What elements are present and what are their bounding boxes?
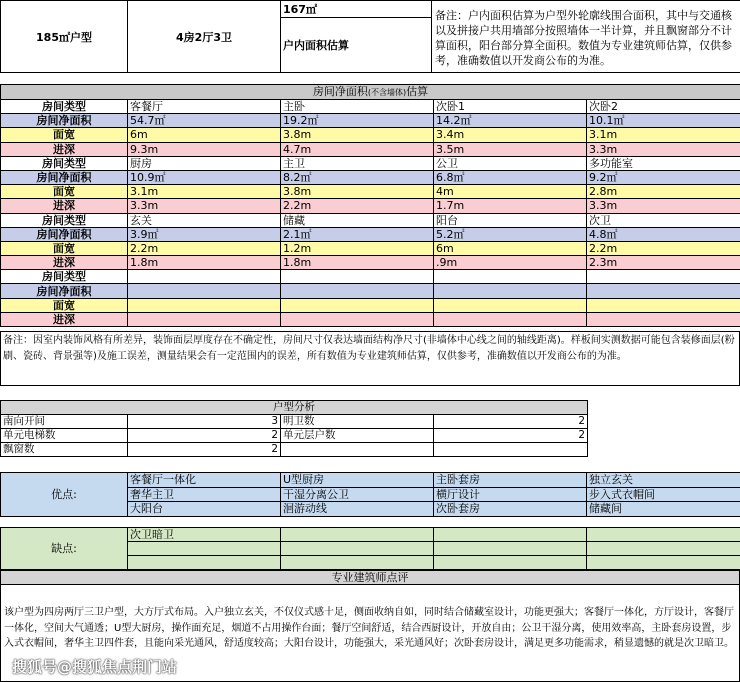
room-row [1, 213, 740, 227]
room-cell: 10.9㎡ [128, 170, 281, 184]
room-row [1, 142, 740, 156]
analysis-label: 飘窗数 [1, 443, 128, 457]
room-cell [434, 298, 587, 312]
room-cell: 3.3m [128, 199, 281, 213]
review-title: 专业建筑师点评 [0, 570, 740, 585]
room-cell: 玄关 [128, 213, 281, 227]
room-cell: 3.8m [281, 128, 434, 142]
room-cell: 6m [128, 128, 281, 142]
analysis-value [434, 443, 588, 457]
pros-item: 横厅设计 [434, 487, 587, 502]
cons-item [281, 556, 434, 570]
analysis-label: 单元电梯数 [1, 429, 128, 443]
room-row [1, 114, 740, 128]
room-cell: 4.7m [281, 142, 434, 156]
room-row [1, 170, 740, 184]
cons-item [434, 556, 587, 570]
room-row-label: 面宽 [1, 241, 128, 255]
pros-item: 奢华主卫 [128, 487, 281, 502]
room-cell [587, 284, 740, 298]
room-row [1, 199, 740, 213]
room-cell: 4.8㎡ [587, 227, 740, 241]
room-cell: 次卧1 [434, 100, 587, 114]
analysis-value: 2 [434, 415, 588, 429]
room-cell: 2.2m [128, 241, 281, 255]
area-label: 户内面积估算 [281, 18, 432, 73]
room-cell: 9.3m [128, 142, 281, 156]
room-row-label: 房间净面积 [1, 170, 128, 184]
room-row [1, 156, 740, 170]
room-row [1, 128, 740, 142]
cons-item [128, 556, 281, 570]
room-cell [587, 312, 740, 326]
room-cell [434, 312, 587, 326]
room-cell: 次卧2 [587, 100, 740, 114]
pros-item: 储藏间 [587, 502, 740, 517]
room-cell: 客餐厅 [128, 100, 281, 114]
area-note: 备注：户内面积估算为户型外轮廓线围合面积，其中与交通核以及拼接户共用墙部分按照墙体一半计算，并且飘窗部分不计算面积，阳台部分算全面积。数值为专业建筑师估算，仅供参考，准确数值以开发商公布的为准。 [432, 1, 740, 73]
analysis-row [1, 429, 588, 443]
room-cell [587, 270, 740, 284]
room-cell: 3.3m [587, 142, 740, 156]
pros-item: 主卧套房 [434, 473, 587, 488]
room-cell: 2.8m [587, 185, 740, 199]
room-cell [128, 284, 281, 298]
room-cell: 厨房 [128, 156, 281, 170]
pros-item: 干湿分离公卫 [281, 487, 434, 502]
room-row-label: 房间净面积 [1, 284, 128, 298]
room-cell: 6.8㎡ [434, 170, 587, 184]
room-cell [281, 270, 434, 284]
room-row [1, 312, 740, 326]
room-cell: 8.2㎡ [281, 170, 434, 184]
analysis-row [1, 443, 588, 457]
room-remark: 备注：因室内装饰风格有所差异，装饰面层厚度存在不确定性，房间尺寸仅表达墙面结构净尺寸(非墙体中心线之间的轴线距离)。样板间实测数据可能包含装修面层(粉刷、瓷砖、背景强等)及施工误差，测量结果会有一定范围内的误差，所有数值为专业建筑师估算，仅供参考，准确数值以开发商公布的为准。 [0, 331, 740, 386]
room-cell: 10.1㎡ [587, 114, 740, 128]
room-cell [128, 312, 281, 326]
pros-item: 步入式衣帽间 [587, 487, 740, 502]
layout-analysis-table [0, 400, 588, 457]
room-row [1, 100, 740, 114]
cons-table [0, 527, 740, 570]
analysis-label [281, 443, 434, 457]
cons-label: 缺点: [1, 528, 128, 570]
room-cell [281, 298, 434, 312]
room-cell: 1.7m [434, 199, 587, 213]
room-cell: 14.2㎡ [434, 114, 587, 128]
room-row [1, 284, 740, 298]
room-cell: 4m [434, 185, 587, 199]
room-row-label: 面宽 [1, 298, 128, 312]
cons-item [587, 542, 740, 556]
analysis-value: 2 [128, 443, 281, 457]
analysis-label: 明卫数 [281, 415, 434, 429]
room-row-label: 进深 [1, 312, 128, 326]
room-row-label: 进深 [1, 256, 128, 270]
room-table-title: 房间净面积(不含墙体)估算 [1, 85, 740, 100]
room-cell: 阳台 [434, 213, 587, 227]
cons-item [587, 556, 740, 570]
cons-item [281, 528, 434, 542]
room-cell: 2.3m [587, 256, 740, 270]
room-cell: 2.1㎡ [281, 227, 434, 241]
room-cell: 公卫 [434, 156, 587, 170]
watermark: 搜狐号@搜狐焦点荆门站 [12, 658, 178, 676]
pros-item: 独立玄关 [587, 473, 740, 488]
room-cell [434, 284, 587, 298]
pros-row [1, 473, 740, 488]
room-cell [281, 312, 434, 326]
room-cell: 3.1m [128, 185, 281, 199]
room-row-label: 面宽 [1, 128, 128, 142]
room-row [1, 227, 740, 241]
room-cell: 多功能室 [587, 156, 740, 170]
room-cell [434, 270, 587, 284]
room-row [1, 298, 740, 312]
room-row-label: 房间净面积 [1, 114, 128, 128]
room-cell [281, 284, 434, 298]
analysis-value: 3 [128, 415, 281, 429]
pros-table [0, 472, 740, 517]
cons-item [587, 528, 740, 542]
room-cell: 主卫 [281, 156, 434, 170]
room-row [1, 241, 740, 255]
room-row [1, 185, 740, 199]
room-row [1, 270, 740, 284]
room-cell: 5.2㎡ [434, 227, 587, 241]
room-row-label: 房间净面积 [1, 227, 128, 241]
room-cell: .9m [434, 256, 587, 270]
analysis-title: 户型分析 [1, 401, 588, 415]
room-row [1, 256, 740, 270]
room-cell: 3.1m [587, 128, 740, 142]
room-row-label: 进深 [1, 142, 128, 156]
room-cell: 1.2m [281, 241, 434, 255]
analysis-label: 单元层户数 [281, 429, 434, 443]
room-cell: 次卫 [587, 213, 740, 227]
cons-item [434, 542, 587, 556]
room-cell: 54.7㎡ [128, 114, 281, 128]
cons-row [1, 528, 740, 542]
room-cell: 1.8m [128, 256, 281, 270]
room-row-label: 房间类型 [1, 156, 128, 170]
room-cell: 储藏 [281, 213, 434, 227]
room-row-label: 房间类型 [1, 213, 128, 227]
layout-label: 185㎡户型 [1, 1, 128, 73]
analysis-value: 2 [128, 429, 281, 443]
room-area-table [0, 84, 740, 327]
analysis-row [1, 415, 588, 429]
room-cell: 3.4m [434, 128, 587, 142]
cons-item [434, 528, 587, 542]
pros-item: 次卧套房 [434, 502, 587, 517]
pros-item: 大阳台 [128, 502, 281, 517]
room-row-label: 面宽 [1, 185, 128, 199]
review-body: 该户型为四房两厅三卫户型，大方厅式布局。入户独立玄关，不仅仪式感十足，侧面收纳自如，同时结合储藏室设计，功能更强大；客餐厅一体化，方厅设计，客餐厅一体化，空间大气通透；U型大厨房，操作面充足，烟道不占用操作台面；餐厅空间舒适，结合西厨设计，开放自由；公卫干湿分离，使用效率高，主卧套房设置，步入式衣帽间，奢华主卫四件套，且能向采光通风，舒适度较高；大阳台设计，功能强大，采光通风好；次卧套房设计，满足更多功能需求，稍显遗憾的就是次卫暗卫。 [0, 585, 740, 682]
cons-item [281, 542, 434, 556]
rooms-config: 4房2厅3卫 [128, 1, 281, 73]
room-cell: 6m [434, 241, 587, 255]
room-cell: 主卧 [281, 100, 434, 114]
room-cell: 1.8m [281, 256, 434, 270]
room-cell: 3.8m [281, 185, 434, 199]
room-cell [587, 298, 740, 312]
room-cell: 2.2m [587, 241, 740, 255]
pros-item: U型厨房 [281, 473, 434, 488]
area-value: 167㎡ [281, 1, 432, 18]
pros-label: 优点: [1, 473, 128, 517]
room-cell: 3.3m [587, 199, 740, 213]
room-cell [128, 270, 281, 284]
room-cell: 3.9㎡ [128, 227, 281, 241]
room-cell: 2.2m [281, 199, 434, 213]
room-cell [128, 298, 281, 312]
analysis-value: 2 [434, 429, 588, 443]
header-table [0, 0, 740, 73]
room-row-label: 房间类型 [1, 270, 128, 284]
pros-item: 洄游动线 [281, 502, 434, 517]
room-cell: 19.2㎡ [281, 114, 434, 128]
cons-item: 次卫暗卫 [128, 528, 281, 542]
room-cell: 3.5m [434, 142, 587, 156]
analysis-label: 南向开间 [1, 415, 128, 429]
pros-item: 客餐厅一体化 [128, 473, 281, 488]
room-table-title-note: (不含墙体) [367, 88, 407, 97]
cons-item [128, 542, 281, 556]
room-row-label: 进深 [1, 199, 128, 213]
room-row-label: 房间类型 [1, 100, 128, 114]
room-cell: 9.2㎡ [587, 170, 740, 184]
